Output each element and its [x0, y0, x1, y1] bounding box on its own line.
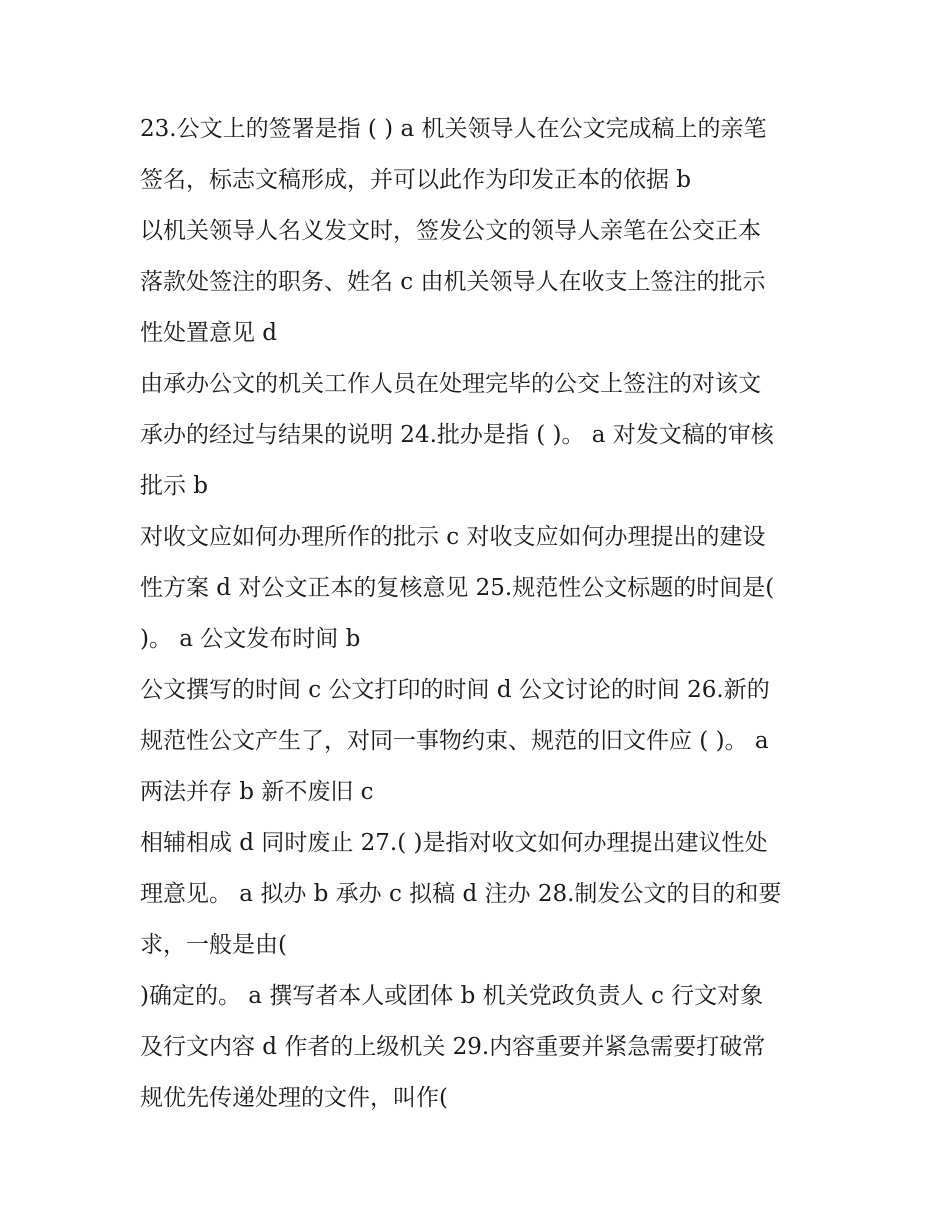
text-line: 性处置意见 d — [140, 320, 278, 346]
text-line: 及行文内容 d 作者的上级机关 29.内容重要并紧急需要打破常 — [140, 1034, 766, 1060]
text-line: 落款处签注的职务、姓名 c 由机关领导人在收支上签注的批示 — [140, 269, 766, 295]
text-line: 公文撰写的时间 c 公文打印的时间 d 公文讨论的时间 26.新的 — [140, 677, 770, 703]
text-line: 两法并存 b 新不废旧 c — [140, 779, 374, 805]
text-line: 对收文应如何办理所作的批示 c 对收支应如何办理提出的建设 — [140, 524, 766, 550]
document-body — [140, 104, 820, 1124]
text-line: )。 a 公文发布时间 b — [140, 626, 361, 652]
text-line: 求，一般是由( — [140, 932, 287, 958]
text-line: 23.公文上的签署是指 ( ) a 机关领导人在公文完成稿上的亲笔 — [140, 116, 767, 142]
text-line: 承办的经过与结果的说明 24.批办是指 ( )。 a 对发文稿的审核 — [140, 422, 774, 448]
text-line: 理意见。 a 拟办 b 承办 c 拟稿 d 注办 28.制发公文的目的和要 — [140, 881, 782, 907]
text-line: 规范性公文产生了，对同一事物约束、规范的旧文件应 ( )。 a — [140, 728, 769, 754]
text-line: 性方案 d 对公文正本的复核意见 25.规范性公文标题的时间是( — [140, 575, 775, 601]
text-line: 批示 b — [140, 473, 209, 499]
text-line: 签名，标志文稿形成，并可以此作为印发正本的依据 b — [140, 167, 692, 193]
text-line: 相辅相成 d 同时废止 27.( )是指对收文如何办理提出建议性处 — [140, 830, 768, 856]
text-line: 以机关领导人名义发文时，签发公文的领导人亲笔在公交正本 — [140, 218, 761, 244]
text-line: )确定的。 a 撰写者本人或团体 b 机关党政负责人 c 行文对象 — [140, 983, 764, 1009]
text-line: 规优先传递处理的文件，叫作( — [140, 1085, 448, 1111]
text-line: 由承办公文的机关工作人员在处理完毕的公交上签注的对该文 — [140, 371, 761, 397]
